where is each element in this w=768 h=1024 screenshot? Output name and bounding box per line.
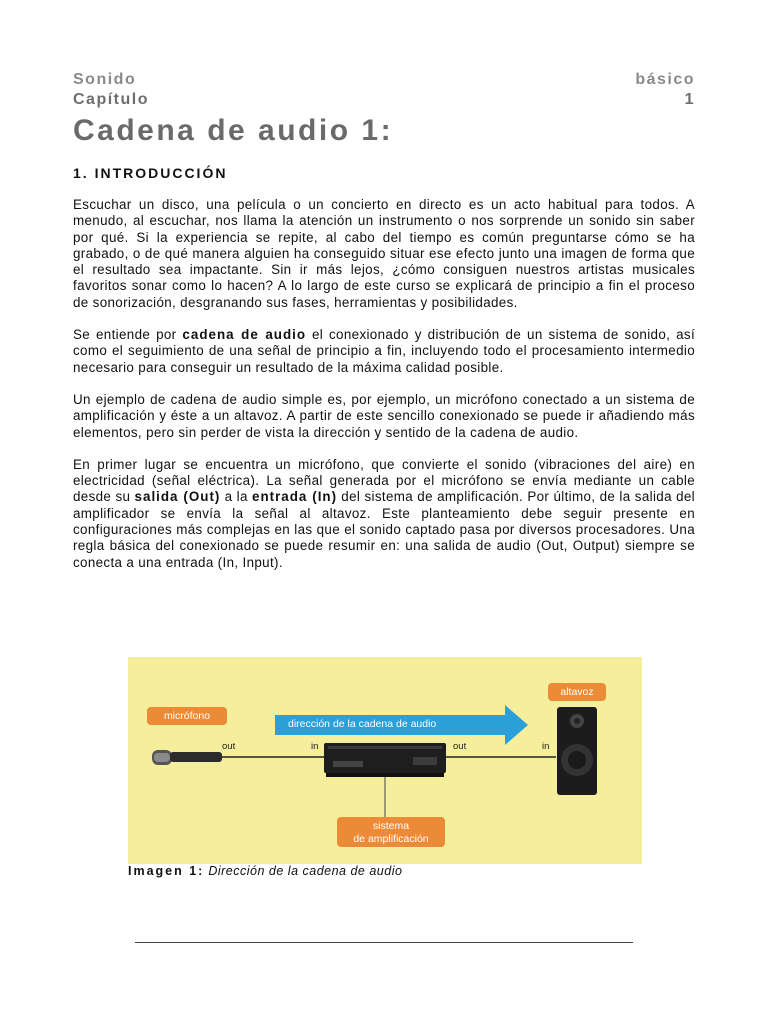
- paragraph-example: Un ejemplo de cadena de audio simple es, por ejemplo, un micrófono conectado a un sistema de amplificación y éste a un altavoz. A partir de este sencillo conexionado se puede ir añadiendo más elementos, pero sin perder de vista la dirección y sentido de la cadena de audio.: [73, 391, 695, 440]
- text-run: del sistema de amplificación. Por último, de la salida del amplificador se envía la señal al altavoz. Este planteamiento debe seguir presente en configuraciones más complejas en las que el sonido captado pasa por diversos procesadores. Una regla básica del conexionado se puede resumir en: una salida de audio (Out, Output) siempre se conecta a una entrada (In, Input).: [73, 489, 696, 570]
- header-chapter-number: 1: [684, 91, 695, 108]
- text-run: el conexionado y distribución de un sistema de sonido, así como el seguimiento de una señal de principio a fin, incluyendo todo el procesamiento intermedio necesario para conseguir un resultado de la máxima calidad posible.: [73, 327, 696, 375]
- speaker-label: altavoz: [548, 683, 606, 701]
- figure-caption: [128, 864, 402, 878]
- direction-label: dirección de la cadena de audio: [288, 718, 437, 730]
- port-in-amplifier: in: [311, 741, 319, 752]
- bold-term-salida: salida (Out): [134, 489, 221, 505]
- bold-term-cadena-de-audio: cadena de audio: [182, 327, 307, 343]
- running-header-bottom: [73, 90, 695, 110]
- section-heading: 1. INTRODUCCIÓN: [73, 165, 228, 181]
- amplification-system-label: [337, 817, 445, 847]
- paragraph-intro: Escuchar un disco, una película o un concierto en directo es un acto habitual para todos. A menudo, al escuchar, nos llama la atención un instrumento o nos sorprende un sonido sin saber por qué. Si la experiencia se repite, al cabo del tiempo es común preguntarse cómo se ha grabado, o de qué manera alguien ha conseguido situar ese efecto junto una imagen de forma que el resultado sea impactante. Sin ir más lejos, ¿cómo consiguen nuestros artistas musicales favoritos sonar como lo hacen? A lo largo de este curso se explicará de principio a fin el proceso de sonorización, desgranando sus fases, herramientas y posibilidades.: [73, 197, 695, 310]
- system-label-line-1: sistema: [372, 820, 410, 832]
- paragraph-definition: [73, 327, 695, 376]
- running-header-top: [73, 70, 695, 90]
- system-label-line-2: de amplificación: [353, 833, 429, 845]
- port-out-microphone: out: [222, 741, 236, 752]
- header-level: básico: [635, 71, 695, 88]
- audio-chain-figure: [128, 657, 642, 864]
- speaker-icon: [557, 707, 597, 795]
- port-in-speaker: in: [542, 741, 550, 752]
- paragraph-signal-flow: [73, 457, 695, 571]
- page-title: Cadena de audio 1:: [73, 114, 394, 147]
- page-content: [73, 70, 695, 571]
- bold-term-entrada: entrada (In): [252, 489, 338, 505]
- footer-rule: [135, 942, 633, 943]
- header-chapter-label: Capítulo: [73, 91, 149, 108]
- amplifier-icon: [324, 743, 446, 777]
- text-run: Se entiende por: [73, 327, 183, 343]
- header-subject: Sonido: [73, 71, 137, 88]
- microphone-icon: [152, 750, 222, 765]
- caption-label: Imagen 1:: [128, 864, 205, 878]
- text-run: En primer lugar se encuentra un micrófono, que convierte el sonido (vibraciones del aire) en electricidad (señal eléctrica). La señal generada por el micrófono se envía mediante un cable desde su: [73, 456, 695, 505]
- text-run: a la: [220, 489, 252, 505]
- caption-text: Dirección de la cadena de audio: [208, 864, 403, 878]
- port-out-amplifier: out: [453, 741, 467, 752]
- microphone-label: micrófono: [147, 707, 227, 725]
